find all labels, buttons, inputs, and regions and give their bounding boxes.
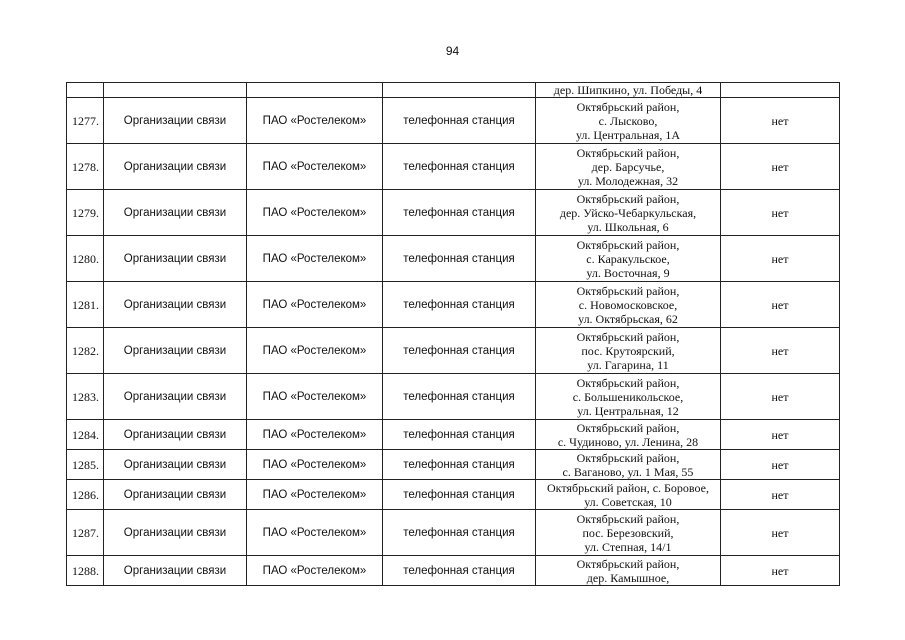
- address-line: ул. Восточная, 9: [586, 265, 670, 280]
- cell-object: телефонная станция: [383, 480, 536, 510]
- address-line: ул. Гагарина, 11: [587, 357, 669, 372]
- cell-object: телефонная станция: [383, 556, 536, 586]
- cell-address: [536, 510, 721, 556]
- cell-address: [536, 420, 721, 450]
- cell-object: телефонная станция: [383, 190, 536, 236]
- cell-address: [536, 83, 721, 98]
- cell-address: [536, 374, 721, 420]
- cell-address: [536, 236, 721, 282]
- address-line: дер. Уйско-Чебаркульская,: [559, 205, 697, 220]
- cell-object: телефонная станция: [383, 374, 536, 420]
- address-line: пос. Березовский,: [582, 525, 674, 540]
- cell-category: Организации связи: [104, 374, 247, 420]
- cell-address: [536, 328, 721, 374]
- address-line: Октябрьский район,: [576, 237, 680, 252]
- cell-address: [536, 556, 721, 586]
- cell-flag: нет: [721, 450, 840, 480]
- table-row: [67, 328, 840, 374]
- cell-object: телефонная станция: [383, 450, 536, 480]
- address-line: Октябрьский район,: [576, 556, 680, 571]
- cell-category: [104, 83, 247, 98]
- cell-category: Организации связи: [104, 420, 247, 450]
- cell-org: ПАО «Ростелеком»: [247, 282, 383, 328]
- cell-num: 1278.: [67, 144, 104, 190]
- table-row: [67, 98, 840, 144]
- cell-object: телефонная станция: [383, 328, 536, 374]
- address-line: пос. Крутоярский,: [581, 343, 675, 358]
- cell-org: ПАО «Ростелеком»: [247, 144, 383, 190]
- cell-category: Организации связи: [104, 328, 247, 374]
- cell-flag: нет: [721, 480, 840, 510]
- cell-flag: [721, 83, 840, 98]
- cell-org: ПАО «Ростелеком»: [247, 190, 383, 236]
- address-line: с. Лысково,: [598, 113, 658, 128]
- cell-flag: нет: [721, 420, 840, 450]
- cell-address: [536, 190, 721, 236]
- cell-object: [383, 83, 536, 98]
- address-line: ул. Советская, 10: [584, 494, 672, 509]
- address-line: дер. Барсучье,: [591, 159, 665, 174]
- cell-category: Организации связи: [104, 144, 247, 190]
- table-row-continuation: [67, 83, 840, 98]
- cell-flag: нет: [721, 144, 840, 190]
- cell-num: 1287.: [67, 510, 104, 556]
- cell-object: телефонная станция: [383, 236, 536, 282]
- address-line: дер. Камышное,: [586, 570, 670, 585]
- cell-num: 1285.: [67, 450, 104, 480]
- address-line: дер. Шипкино, ул. Победы, 4: [553, 83, 703, 97]
- cell-org: ПАО «Ростелеком»: [247, 420, 383, 450]
- cell-num: 1277.: [67, 98, 104, 144]
- cell-address: [536, 144, 721, 190]
- cell-category: Организации связи: [104, 236, 247, 282]
- objects-table: [66, 82, 840, 586]
- table-row: [67, 480, 840, 510]
- cell-object: телефонная станция: [383, 282, 536, 328]
- address-line: с. Каракульское,: [586, 251, 670, 266]
- cell-flag: нет: [721, 328, 840, 374]
- cell-flag: нет: [721, 556, 840, 586]
- cell-flag: нет: [721, 510, 840, 556]
- cell-flag: нет: [721, 236, 840, 282]
- cell-num: 1283.: [67, 374, 104, 420]
- cell-address: [536, 450, 721, 480]
- address-line: ул. Школьная, 6: [587, 219, 669, 234]
- cell-num: 1284.: [67, 420, 104, 450]
- address-line: ул. Октябрьская, 62: [578, 311, 678, 326]
- cell-flag: нет: [721, 374, 840, 420]
- cell-object: телефонная станция: [383, 510, 536, 556]
- cell-flag: нет: [721, 98, 840, 144]
- address-line: Октябрьский район,: [576, 145, 680, 160]
- cell-org: ПАО «Ростелеком»: [247, 374, 383, 420]
- address-line: Октябрьский район,: [576, 511, 680, 526]
- table-body: [67, 83, 840, 586]
- table-row: [67, 236, 840, 282]
- address-line: ул. Центральная, 12: [577, 403, 679, 418]
- cell-category: Организации связи: [104, 556, 247, 586]
- cell-category: Организации связи: [104, 480, 247, 510]
- address-line: Октябрьский район,: [576, 450, 680, 465]
- page-number: 94: [445, 44, 460, 58]
- cell-address: [536, 480, 721, 510]
- address-line: Октябрьский район,: [576, 283, 680, 298]
- cell-org: ПАО «Ростелеком»: [247, 510, 383, 556]
- cell-category: Организации связи: [104, 282, 247, 328]
- table-row: [67, 510, 840, 556]
- table-row: [67, 190, 840, 236]
- cell-object: телефонная станция: [383, 98, 536, 144]
- address-line: Октябрьский район,: [576, 191, 680, 206]
- cell-num: 1280.: [67, 236, 104, 282]
- cell-object: телефонная станция: [383, 144, 536, 190]
- address-line: ул. Степная, 14/1: [584, 539, 672, 554]
- address-line: Октябрьский район,: [576, 375, 680, 390]
- cell-num: 1286.: [67, 480, 104, 510]
- cell-address: [536, 98, 721, 144]
- cell-address: [536, 282, 721, 328]
- cell-category: Организации связи: [104, 510, 247, 556]
- address-line: Октябрьский район,: [576, 329, 680, 344]
- address-line: Октябрьский район,: [576, 99, 680, 114]
- cell-category: Организации связи: [104, 190, 247, 236]
- cell-flag: нет: [721, 190, 840, 236]
- address-line: с. Новомосковское,: [578, 297, 678, 312]
- address-line: ул. Молодежная, 32: [577, 173, 679, 188]
- cell-org: [247, 83, 383, 98]
- cell-category: Организации связи: [104, 98, 247, 144]
- table-row: [67, 556, 840, 586]
- address-line: Октябрьский район,: [576, 420, 680, 435]
- cell-org: ПАО «Ростелеком»: [247, 236, 383, 282]
- table-row: [67, 144, 840, 190]
- table-row: [67, 420, 840, 450]
- cell-num: 1288.: [67, 556, 104, 586]
- cell-org: ПАО «Ростелеком»: [247, 480, 383, 510]
- cell-org: ПАО «Ростелеком»: [247, 450, 383, 480]
- table-row: [67, 374, 840, 420]
- cell-flag: нет: [721, 282, 840, 328]
- address-line: ул. Центральная, 1А: [575, 127, 681, 142]
- cell-num: 1279.: [67, 190, 104, 236]
- cell-object: телефонная станция: [383, 420, 536, 450]
- cell-num: 1281.: [67, 282, 104, 328]
- address-line: Октябрьский район, с. Боровое,: [547, 480, 709, 495]
- cell-num: 1282.: [67, 328, 104, 374]
- cell-category: Организации связи: [104, 450, 247, 480]
- address-line: с. Чудиново, ул. Ленина, 28: [557, 434, 699, 449]
- address-line: с. Большеникольское,: [572, 389, 684, 404]
- address-line: с. Ваганово, ул. 1 Мая, 55: [562, 464, 694, 479]
- cell-org: ПАО «Ростелеком»: [247, 328, 383, 374]
- table-row: [67, 282, 840, 328]
- cell-org: ПАО «Ростелеком»: [247, 98, 383, 144]
- table-row: [67, 450, 840, 480]
- cell-num: [67, 83, 104, 98]
- cell-org: ПАО «Ростелеком»: [247, 556, 383, 586]
